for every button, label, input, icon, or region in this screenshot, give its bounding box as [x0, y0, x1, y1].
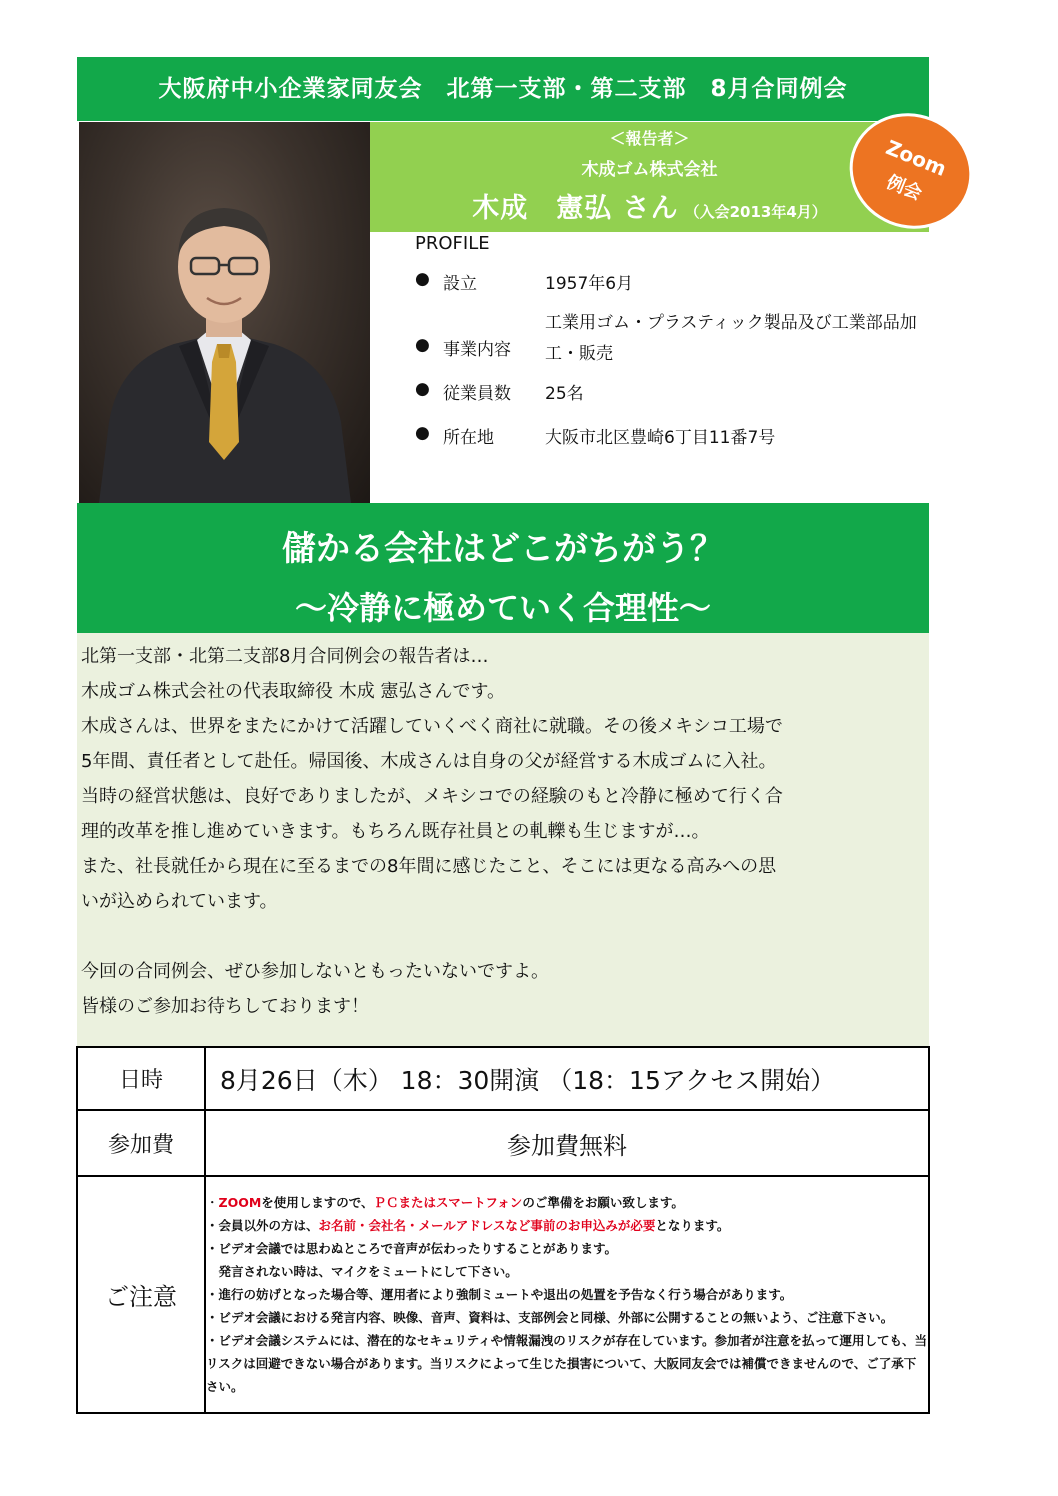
bullet-icon: ● — [415, 423, 430, 443]
profile-label: 事業内容 — [443, 340, 511, 360]
profile-value: 25名 — [545, 384, 584, 404]
body-line: 木成ゴム株式会社の代表取締役 木成 憲弘さんです。 — [81, 681, 506, 702]
profile-value: 工業用ゴム・プラスティック製品及び工業部品加工・販売 — [545, 313, 917, 364]
notes-label: ご注意 — [77, 1176, 205, 1413]
bullet-icon: ● — [415, 335, 430, 355]
profile-title: PROFILE — [415, 233, 490, 254]
note-line: ・ビデオ会議では思わぬところで音声が伝わったりすることがあります。 — [206, 1241, 618, 1256]
datetime-label: 日時 — [77, 1047, 205, 1110]
note-line — [206, 1214, 928, 1237]
fee-label: 参加費 — [77, 1110, 205, 1176]
reporter-label: ＜報告者＞ — [609, 129, 690, 148]
reporter-company: 木成ゴム株式会社 — [581, 160, 718, 180]
body-line: 皆様のご参加お待ちしております！ — [81, 996, 369, 1017]
main-title: 儲かる会社はどこがちがう？ — [282, 529, 724, 569]
table-row-datetime — [77, 1047, 929, 1110]
reporter-name-row — [370, 186, 929, 225]
body-line: 北第一支部・北第二支部8月合同例会の報告者は… — [81, 646, 489, 667]
note-text: のご準備をお願い致します。 — [522, 1195, 684, 1210]
reporter-photo — [79, 122, 370, 503]
datetime-value: 8月26日（木） 18：30開演 （18：15アクセス開始） — [205, 1047, 929, 1110]
note-text: を使用しますので、 — [261, 1195, 374, 1210]
notes-cell — [205, 1176, 929, 1413]
note-text: ・会員以外の方は、 — [206, 1218, 319, 1233]
body-line: 木成さんは、世界をまたにかけて活躍していくべく商社に就職。その後メキシコ工場で — [81, 716, 783, 737]
profile-value: 1957年6月 — [545, 274, 634, 294]
body-line: 今回の合同例会、ぜひ参加しないともったいないですよ。 — [81, 961, 549, 982]
body-line: いが込められています。 — [81, 891, 278, 912]
note-highlight: ZOOM — [218, 1195, 262, 1210]
body-line: 5年間、責任者として赴任。帰国後、木成さんは自身の父が経営する木成ゴムに入社。 — [81, 751, 777, 772]
bullet-icon: ● — [415, 269, 430, 289]
note-line: 発言されない時は、マイクをミュートにして下さい。 — [206, 1264, 518, 1279]
note-highlight: ＰＣまたはスマートフォン — [373, 1195, 523, 1210]
note-text: ・ — [206, 1195, 219, 1210]
zoom-badge-line1: Zoom — [882, 135, 950, 181]
note-line: ・ビデオ会議システムには、潜在的なセキュリティや情報漏洩のリスクが存在しています。参加者が注意を払って運用しても、当リスクは回避できない場合があります。当リスクによって生じた損害について、大阪同友会では補償できませんので、ご了承下さい。 — [206, 1333, 928, 1394]
header-title: 大阪府中小企業家同友会 北第一支部・第二支部 8月合同例会 — [77, 57, 929, 121]
sub-title: ～冷静に極めていく合理性～ — [294, 589, 711, 627]
note-text: となります。 — [655, 1218, 730, 1233]
spacer — [81, 919, 925, 954]
note-line: ・進行の妨げとなった場合等、運用者により強制ミュートや退出の処置を予告なく行う場合があります。 — [206, 1287, 793, 1302]
title-band — [77, 503, 929, 633]
body-line: また、社長就任から現在に至るまでの8年間に感じたこと、そこには更なる高みへの思 — [81, 856, 777, 877]
zoom-badge-line2: 例会 — [883, 171, 925, 205]
profile-value: 大阪市北区豊崎6丁目11番7号 — [545, 428, 776, 448]
portrait-illustration — [79, 122, 370, 503]
info-table — [76, 1046, 930, 1414]
profile-label: 所在地 — [443, 428, 494, 448]
bullet-icon: ● — [415, 379, 430, 399]
note-line: ・ビデオ会議における発言内容、映像、音声、資料は、支部例会と同様、外部に公開することの無いよう、ご注意下さい。 — [206, 1310, 894, 1325]
note-highlight: お名前・会社名・メールアドレスなど事前のお申込みが必要 — [318, 1218, 656, 1233]
profile-label: 従業員数 — [443, 384, 511, 404]
body-line: 当時の経営状態は、良好でありましたが、メキシコでの経験のもと冷静に極めて行く合 — [81, 786, 783, 807]
body-text — [77, 633, 929, 1046]
fee-value: 参加費無料 — [205, 1110, 929, 1176]
reporter-name: 木成 憲弘 さん — [472, 193, 679, 224]
body-line: 理的改革を推し進めていきます。もちろん既存社員との軋轢も生じますが…。 — [81, 821, 710, 842]
table-row-fee — [77, 1110, 929, 1176]
note-line — [206, 1191, 928, 1214]
table-row-notes — [77, 1176, 929, 1413]
profile-label: 設立 — [443, 274, 477, 294]
reporter-join-date: （入会2013年4月） — [684, 203, 827, 221]
